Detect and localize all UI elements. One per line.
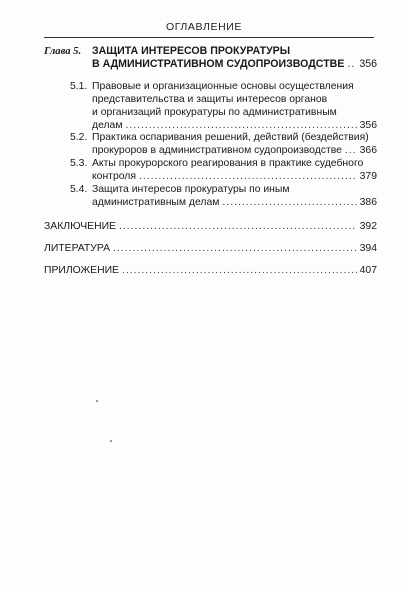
print-speck bbox=[110, 440, 112, 442]
entry-page-number: 379 bbox=[359, 171, 377, 182]
toc-entry-5-3[interactable] bbox=[92, 157, 377, 183]
chapter-title-text-1: ЗАЩИТА ИНТЕРЕСОВ ПРОКУРАТУРЫ bbox=[92, 45, 291, 57]
section-number: 5.3. bbox=[70, 158, 88, 169]
chapter-title-text-2: В АДМИНИСТРАТИВНОМ СУДОПРОИЗВОДСТВЕ bbox=[92, 58, 345, 70]
entry-line bbox=[92, 93, 377, 106]
entry-text: Практика оспаривания решений, действий (бездействия) bbox=[92, 132, 369, 143]
entry-line bbox=[44, 220, 377, 233]
entry-line bbox=[92, 131, 377, 144]
dot-leader bbox=[347, 58, 356, 71]
chapter-title-line-1 bbox=[92, 45, 377, 58]
chapter-label: Глава 5. bbox=[44, 46, 82, 57]
entry-text: Акты прокурорского реагирования в практике судебного bbox=[92, 158, 364, 169]
entry-text: представительства и защиты интересов органов bbox=[92, 94, 328, 105]
toc-entry-5-4[interactable] bbox=[92, 183, 377, 209]
entry-text: ЗАКЛЮЧЕНИЕ bbox=[44, 221, 116, 232]
entry-last-line bbox=[92, 170, 377, 183]
entry-page-number: 356 bbox=[359, 120, 377, 131]
entry-text: ЛИТЕРАТУРА bbox=[44, 243, 111, 254]
dot-leader bbox=[113, 242, 357, 255]
running-head: ОГЛАВЛЕНИЕ bbox=[165, 21, 243, 33]
entry-last-line bbox=[92, 196, 377, 209]
toc-entry-5-2[interactable] bbox=[92, 131, 377, 157]
entry-page-number: 366 bbox=[359, 145, 377, 156]
toc-entry-conclusion[interactable] bbox=[44, 220, 377, 233]
toc-entry-literature[interactable] bbox=[44, 242, 377, 255]
entry-page-number: 392 bbox=[359, 221, 377, 232]
entry-page-number: 407 bbox=[359, 265, 377, 276]
dot-leader bbox=[139, 170, 357, 183]
entry-text: ПРИЛОЖЕНИЕ bbox=[44, 265, 119, 276]
section-number: 5.1. bbox=[70, 81, 88, 92]
section-number: 5.4. bbox=[70, 184, 88, 195]
chapter-entry[interactable] bbox=[92, 45, 377, 71]
entry-text: контроля bbox=[92, 171, 136, 182]
entry-text: административным делам bbox=[92, 197, 220, 208]
entry-text: и организаций прокуратуры по административным bbox=[92, 107, 337, 118]
entry-line bbox=[92, 80, 377, 93]
entry-text: Защита интересов прокуратуры по иным bbox=[92, 184, 290, 195]
dot-leader bbox=[122, 264, 357, 277]
dot-leader bbox=[119, 220, 357, 233]
entry-page-number: 394 bbox=[359, 243, 377, 254]
entry-line bbox=[92, 106, 377, 119]
dot-leader bbox=[345, 144, 357, 157]
chapter-page-number: 356 bbox=[359, 58, 377, 70]
entry-line bbox=[92, 157, 377, 170]
print-speck bbox=[96, 400, 98, 402]
header-rule bbox=[44, 37, 374, 38]
entry-last-line bbox=[92, 144, 377, 157]
entry-text: Правовые и организационные основы осуществления bbox=[92, 81, 354, 92]
entry-line bbox=[92, 183, 377, 196]
entry-text: делам bbox=[92, 120, 123, 131]
toc-entry-5-1[interactable] bbox=[92, 80, 377, 132]
section-number: 5.2. bbox=[70, 132, 88, 143]
entry-text: прокуроров в административном судопроизводстве bbox=[92, 145, 342, 156]
entry-page-number: 386 bbox=[359, 197, 377, 208]
entry-line bbox=[44, 264, 377, 277]
toc-entry-appendix[interactable] bbox=[44, 264, 377, 277]
chapter-title-line-2 bbox=[92, 58, 377, 71]
dot-leader bbox=[222, 196, 356, 209]
entry-line bbox=[44, 242, 377, 255]
